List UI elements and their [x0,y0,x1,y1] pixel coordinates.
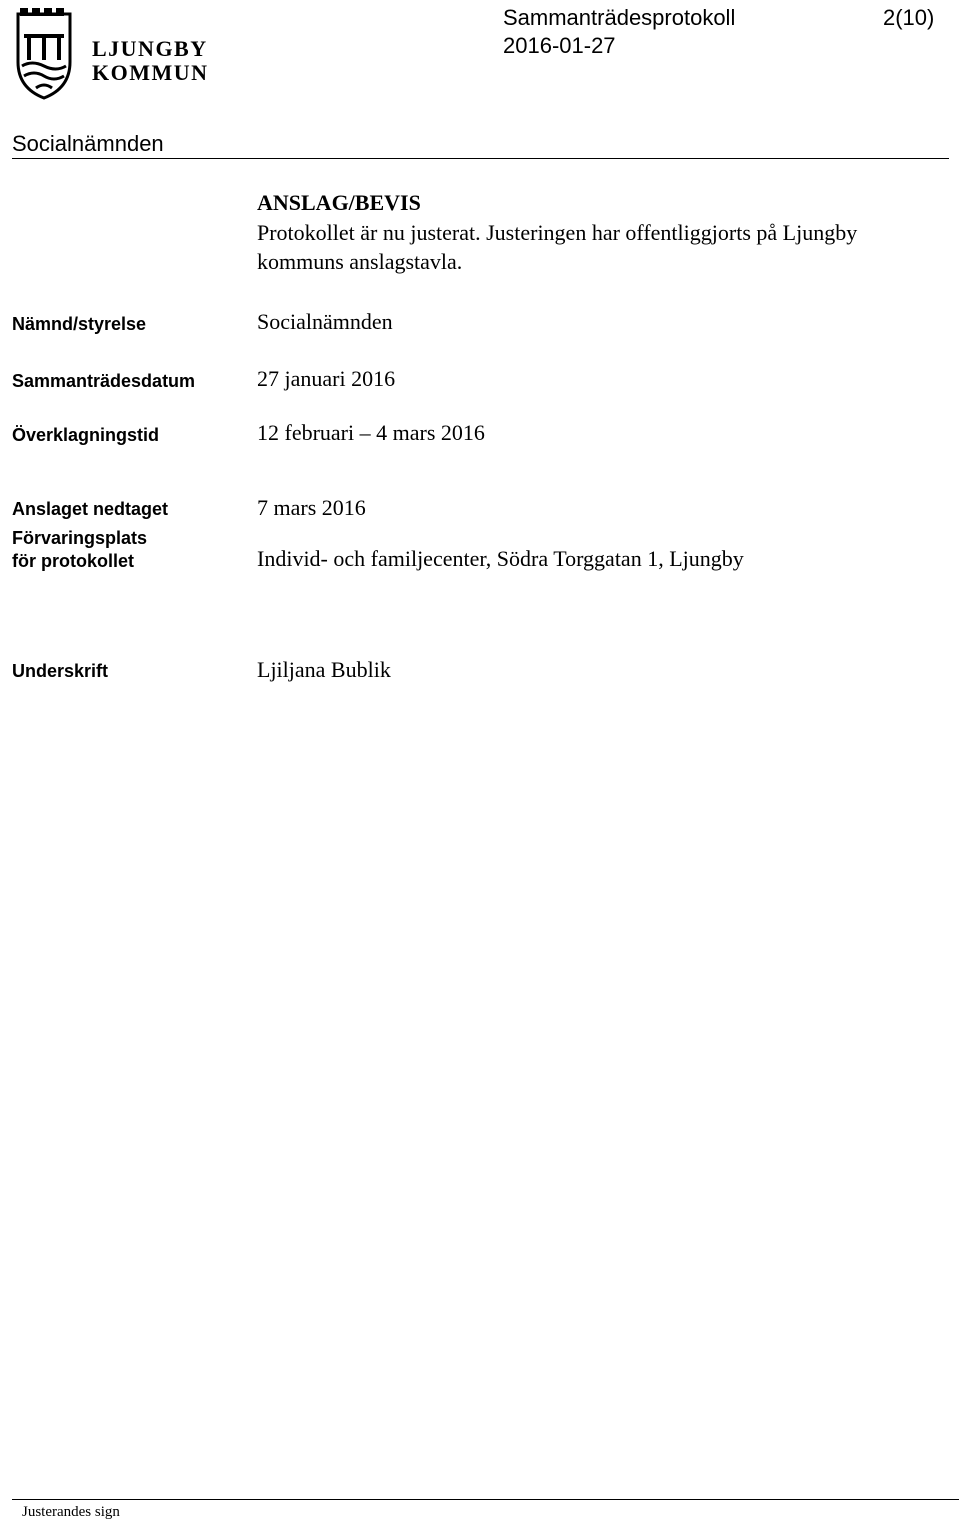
storage-label-line1: Förvaringsplats [12,528,148,548]
meeting-date-label: Sammanträdesdatum [12,371,196,391]
page-number: 2(10) [883,5,935,30]
appeal-period-value: 12 februari – 4 mars 2016 [257,420,485,445]
notice-heading: ANSLAG/BEVIS [257,190,421,215]
logo-text-kommun: KOMMUN [92,60,209,85]
notice-removed-value: 7 mars 2016 [257,495,366,520]
board-value: Socialnämnden [257,309,393,334]
storage-value: Individ- och familjecenter, Södra Torggatan 1, Ljungby [257,546,744,571]
initials-label: Justerandes sign [22,1504,120,1520]
coat-of-arms-icon [12,4,76,100]
notice-text: Protokollet är nu justerat. Justeringen har offentliggjorts på Ljungby kommuns anslagstavla. [257,220,858,274]
appeal-period-label: Överklagningstid [12,425,160,445]
board-label: Nämnd/styrelse [12,314,147,334]
document-date: 2016-01-27 [503,33,616,58]
document-title: Sammanträdesprotokoll [503,5,736,30]
department-name: Socialnämnden [12,131,164,156]
footer-divider [12,1499,959,1500]
logo-text-ljungby: LJUNGBY [92,36,208,61]
notice-removed-label: Anslaget nedtaget [12,499,169,519]
signature-value: Ljiljana Bublik [257,657,391,682]
municipality-logo [12,4,222,100]
signature-label: Underskrift [12,661,109,681]
header-divider [12,158,949,159]
storage-label-line2: för protokollet [12,551,134,571]
meeting-date-value: 27 januari 2016 [257,366,396,391]
